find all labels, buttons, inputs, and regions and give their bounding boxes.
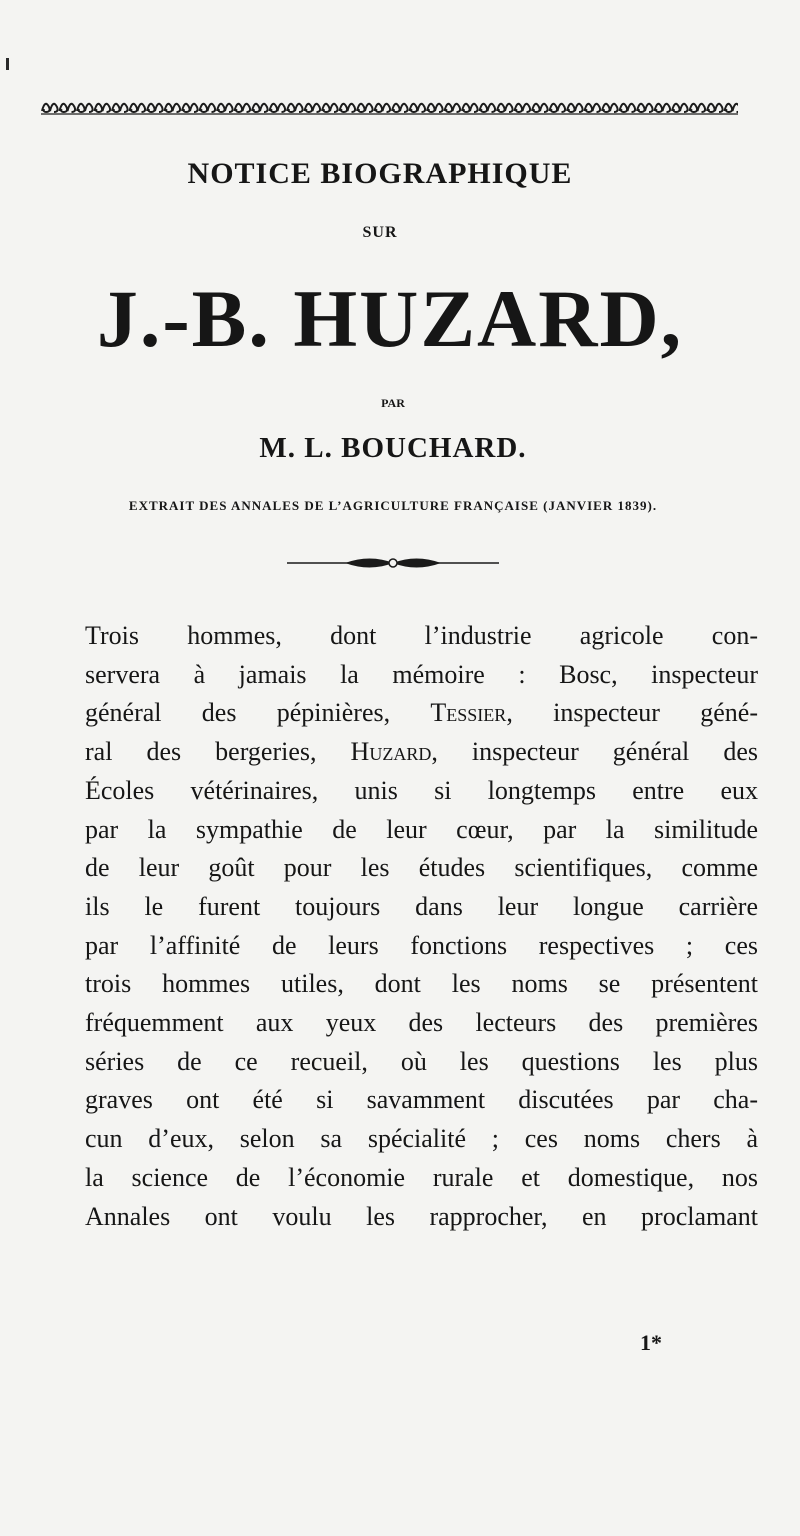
fleuron-motif [655,104,671,112]
body-line: de leur goût pour les études scientifiques, comme [85,853,758,883]
par-label: PAR [381,396,405,410]
body-line: la science de l’économie rurale et domestique, nos [85,1162,758,1192]
fleuron-motif [620,104,636,112]
notice-title: NOTICE BIOGRAPHIQUE [187,157,573,190]
fleuron-motif [707,104,723,112]
body-line: fréquemment aux yeux des lecteurs des premières [85,1008,758,1038]
body-line [74,733,758,772]
fleuron-motif [322,104,338,112]
fleuron-motif [637,104,653,112]
fleuron-motif [340,104,356,112]
body-line: Annales ont voulu les rapprocher, en proclamant [85,1201,758,1231]
fleuron-motif [60,104,76,112]
fleuron-motif [305,104,321,112]
fleuron-motif [77,104,93,112]
fleuron-motif [497,104,513,112]
fleuron-motif [515,104,531,112]
extract-note: EXTRAIT DES ANNALES DE L’AGRICULTURE FRANÇAISE (JANVIER 1839). [128,498,658,513]
fleuron-motif [690,104,706,112]
fleuron-motif [42,104,58,112]
fleuron-motif [550,104,566,112]
body-line-part: , inspecteur général des [431,737,758,767]
fleuron-motif [602,104,618,112]
fleuron-motif [217,104,233,112]
body-line: par la sympathie de leur cœur, par la similitude [85,814,758,844]
fleuron-border-icon [38,93,738,119]
body-line: séries de ce recueil, où les questions les plus [85,1046,758,1076]
author-name: M. L. BOUCHARD. [259,432,527,464]
body-line-part: général des pépinières, [85,698,431,728]
fleuron-motif [270,104,286,112]
name-tessier: Tessier [430,698,507,728]
body-paragraph [74,617,758,1236]
body-line: cun d’eux, selon sa spécialité ; ces noms chers à [85,1124,758,1154]
body-line: servera à jamais la mémoire : Bosc, inspecteur [85,659,758,689]
fleuron-motif [725,104,739,112]
fleuron-motif [410,104,426,112]
fleuron-motif [200,104,216,112]
fleuron-motif [112,104,128,112]
fleuron-motif [165,104,181,112]
fleuron-motif [375,104,391,112]
fleuron-motif [287,104,303,112]
ink-mark [6,58,9,70]
fleuron-motif [585,104,601,112]
body-line [74,694,758,733]
fleuron-motif [532,104,548,112]
fleuron-motif [130,104,146,112]
body-line: Trois hommes, dont l’industrie agricole con- [85,621,758,650]
body-line-part: , inspecteur géné- [506,698,758,728]
fleuron-motif [392,104,408,112]
fleuron-motif [480,104,496,112]
fleuron-motif [567,104,583,112]
sur-label: SUR [362,224,398,241]
fleuron-motif [182,104,198,112]
ornamental-rule-icon [285,552,501,574]
body-line: trois hommes utiles, dont les noms se présentent [85,969,758,999]
body-line: graves ont été si savamment discutées par cha- [85,1085,758,1115]
folio-signature: 1* [640,1330,662,1355]
fleuron-motif [95,104,111,112]
fleuron-motif [462,104,478,112]
fleuron-motif [672,104,688,112]
body-line: Écoles vétérinaires, unis si longtemps entre eux [85,775,758,805]
body-line: par l’affinité de leurs fonctions respectives ; ces [85,930,758,960]
name-huzard: Huzard [350,737,432,767]
fleuron-motif [235,104,251,112]
body-line-part: ral des bergeries, [85,737,351,767]
fleuron-motif [252,104,268,112]
subject-name: J.-B. HUZARD, [96,273,684,364]
fleuron-motif [357,104,373,112]
fleuron-motif [147,104,163,112]
fleuron-motif [427,104,443,112]
fleuron-motif [445,104,461,112]
body-line: ils le furent toujours dans leur longue carrière [85,891,758,921]
